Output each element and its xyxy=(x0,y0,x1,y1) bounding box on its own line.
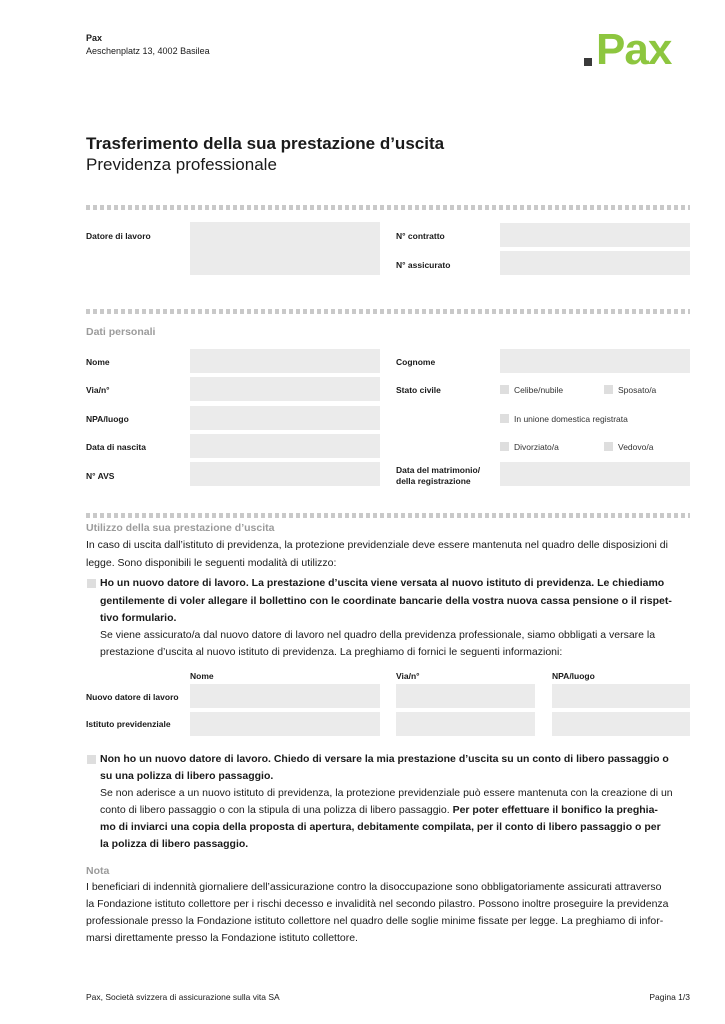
new-employer-row-label: Nuovo datore di lavoro xyxy=(86,692,179,702)
option2-text-line-4: la polizza di libero passaggio. xyxy=(100,838,249,850)
partnership-checkbox[interactable] xyxy=(500,414,509,423)
marriage-date-label-2: della registrazione xyxy=(396,476,471,486)
new-employer-street-field[interactable] xyxy=(396,684,535,708)
widowed-checkbox[interactable] xyxy=(604,442,613,451)
note-line-4: marsi direttamente presso la Fondazione istituto collettore. xyxy=(86,932,358,944)
option1-text-line-1: Se viene assicurato/a dal nuovo datore di lavoro nel quadro della previdenza professionale, siamo obbligati a versare la xyxy=(100,629,656,641)
new-employer-zip-field[interactable] xyxy=(552,684,690,708)
widowed-option-label: Vedovo/a xyxy=(618,442,654,452)
married-option-label: Sposato/a xyxy=(618,385,657,395)
institution-row-label: Istituto previdenziale xyxy=(86,719,171,729)
insured-number-label: N° assicurato xyxy=(396,260,451,270)
option2-text-line-3: mo di inviarci una copia della proposta di apertura, debitamente compilata, per il conto di libero passaggio o per xyxy=(100,821,661,833)
surname-field[interactable] xyxy=(500,349,690,373)
usage-intro-line-1: In caso di uscita dall’istituto di previdenza, la protezione previdenziale deve essere mantenuta nel quadro delle disposizioni di xyxy=(86,539,668,551)
option1-text-line-2: prestazione d’uscita al nuovo istituto di previdenza. La preghiamo di fornici le seguenti informazioni: xyxy=(100,646,563,658)
new-employer-checkbox[interactable] xyxy=(87,579,96,588)
sender-name: Pax xyxy=(86,33,103,43)
divider xyxy=(86,309,690,314)
note-line-1: I beneficiari di indennità giornaliere dell’assicurazione contro la disoccupazione sono obbligatoriamente assicurati attraverso xyxy=(86,881,662,893)
col-name-header: Nome xyxy=(190,671,214,681)
street-field[interactable] xyxy=(190,377,380,401)
logo-text: Pax xyxy=(596,25,672,74)
note-line-3: professionale presso la Fondazione istituto collettore nel quadro delle soglie minime fissate per legge. La preghiamo di infor- xyxy=(86,915,664,927)
surname-label: Cognome xyxy=(396,357,436,367)
option2-bold-line-2: su una polizza di libero passaggio. xyxy=(100,770,274,782)
option1-bold-line-3: tivo formulario. xyxy=(100,612,177,624)
option1-bold-line-2: gentilemente di voler allegare il bollettino con le coordinate bancarie della vostra nuova cassa pensione o il rispet- xyxy=(100,595,672,607)
new-employer-name-field[interactable] xyxy=(190,684,380,708)
avs-label: N° AVS xyxy=(86,471,115,481)
logo-dot-icon xyxy=(584,58,592,66)
institution-zip-field[interactable] xyxy=(552,712,690,736)
divorced-checkbox[interactable] xyxy=(500,442,509,451)
divider xyxy=(86,205,690,210)
footer-company: Pax, Società svizzera di assicurazione sulla vita SA xyxy=(86,992,280,1002)
marriage-date-label-1: Data del matrimonio/ xyxy=(396,465,481,475)
option2-bold-line-1: Non ho un nuovo datore di lavoro. Chiedo di versare la mia prestazione d’uscita su un conto di libero passaggio o xyxy=(100,753,669,765)
contract-number-label: N° contratto xyxy=(396,231,445,241)
institution-street-field[interactable] xyxy=(396,712,535,736)
single-checkbox[interactable] xyxy=(500,385,509,394)
option2-text-line-2-bold: Per poter effettuare il bonifico la preghia- xyxy=(452,804,658,816)
birth-date-field[interactable] xyxy=(190,434,380,458)
institution-name-field[interactable] xyxy=(190,712,380,736)
insured-number-field[interactable] xyxy=(500,251,690,275)
street-label: Via/n° xyxy=(86,385,110,395)
col-street-header: Via/n° xyxy=(396,671,420,681)
option2-text-line-2 xyxy=(100,802,658,820)
avs-field[interactable] xyxy=(190,462,380,486)
note-heading: Nota xyxy=(86,865,110,877)
marriage-date-field[interactable] xyxy=(500,462,690,486)
zip-city-label: NPA/luogo xyxy=(86,414,129,424)
birth-date-label: Data di nascita xyxy=(86,442,146,452)
usage-intro-line-2: legge. Sono disponibili le seguenti modalità di utilizzo: xyxy=(86,557,337,569)
option2-text-line-1: Se non aderisce a un nuovo istituto di previdenza, la protezione previdenziale può essere mantenuta con la creazione di un xyxy=(100,787,673,799)
employer-label: Datore di lavoro xyxy=(86,231,151,241)
option2-text-line-2-regular: conto di libero passaggio o con la stipula di una polizza di libero passaggio. xyxy=(100,804,453,816)
employer-field[interactable] xyxy=(190,222,380,275)
name-label: Nome xyxy=(86,357,110,367)
page-number: Pagina 1/3 xyxy=(649,992,690,1002)
personal-data-heading: Dati personali xyxy=(86,326,156,338)
page-subtitle: Previdenza professionale xyxy=(86,155,277,174)
page-title: Trasferimento della sua prestazione d’uscita xyxy=(86,134,445,153)
zip-city-field[interactable] xyxy=(190,406,380,430)
contract-number-field[interactable] xyxy=(500,223,690,247)
married-checkbox[interactable] xyxy=(604,385,613,394)
note-line-2: la Fondazione istituto collettore per i rischi decesso e invalidità nel secondo pilastro. Possono inoltre proseguire la previdenza xyxy=(86,898,669,910)
usage-heading: Utilizzo della sua prestazione d’uscita xyxy=(86,522,275,534)
col-zip-header: NPA/luogo xyxy=(552,671,595,681)
sender-address: Aeschenplatz 13, 4002 Basilea xyxy=(86,46,210,56)
divider xyxy=(86,513,690,518)
partnership-option-label: In unione domestica registrata xyxy=(514,414,628,424)
name-field[interactable] xyxy=(190,349,380,373)
divorced-option-label: Divorziato/a xyxy=(514,442,559,452)
civil-status-label: Stato civile xyxy=(396,385,441,395)
option1-bold-line-1: Ho un nuovo datore di lavoro. La prestazione d’uscita viene versata al nuovo istituto di previdenza. Le chiediamo xyxy=(100,577,665,589)
no-new-employer-checkbox[interactable] xyxy=(87,755,96,764)
single-option-label: Celibe/nubile xyxy=(514,385,564,395)
